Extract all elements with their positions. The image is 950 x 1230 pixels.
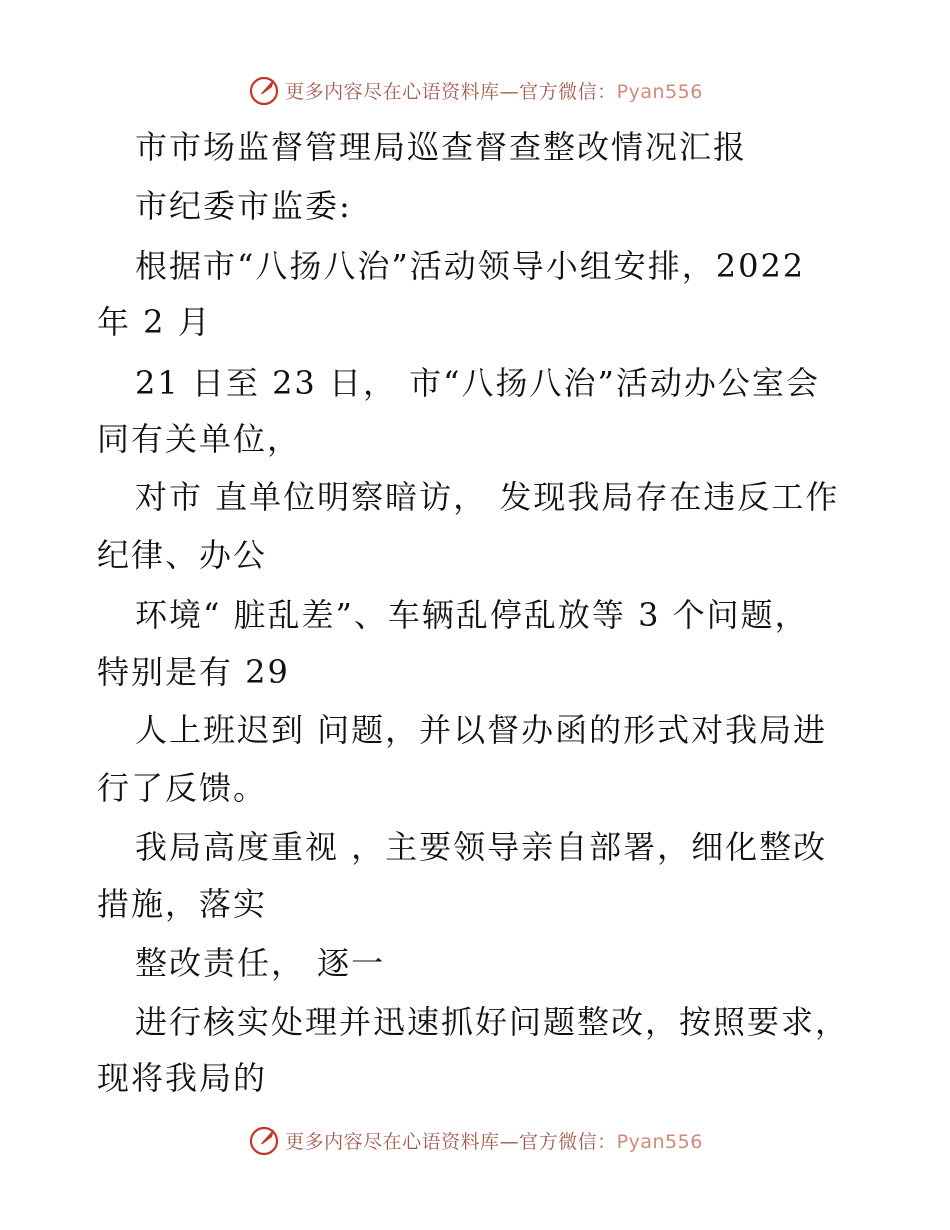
body-line: 纪律、办公 bbox=[97, 536, 268, 574]
watermark-text: 更多内容尽在心语资料库—官方微信：Pyan556 bbox=[285, 80, 703, 103]
body-line: 人上班迟到 问题，并以督办函的形式对我局进 bbox=[135, 711, 828, 749]
body-line: 行了反馈。 bbox=[97, 769, 268, 807]
footer-watermark bbox=[0, 1120, 950, 1160]
salutation: 市纪委市监委: bbox=[135, 187, 352, 225]
watermark-text: 更多内容尽在心语资料库—官方微信：Pyan556 bbox=[285, 1130, 703, 1153]
body-line: 同有关单位， bbox=[97, 420, 302, 458]
watermark-id: Pyan556 bbox=[616, 80, 703, 103]
body-line: 现将我局的 bbox=[97, 1059, 268, 1097]
body-line: 整改责任， 逐一 bbox=[135, 944, 386, 982]
document-title: 市市场监督管理局巡查督查整改情况汇报 bbox=[135, 128, 748, 166]
body-line: 我局高度重视 ，主要领导亲自部署，细化整改 bbox=[135, 828, 828, 866]
body-line: 年 2 月 bbox=[97, 303, 212, 341]
body-line: 措施，落实 bbox=[97, 885, 268, 923]
quill-logo-icon bbox=[247, 1123, 281, 1157]
watermark-id: Pyan556 bbox=[616, 1130, 703, 1153]
body-line: 特别是有 29 bbox=[97, 653, 290, 691]
body-line: 对市 直单位明察暗访， 发现我局存在违反工作 bbox=[135, 478, 840, 516]
body-line: 环境“ 脏乱差”、车辆乱停乱放等 3 个问题， bbox=[135, 596, 809, 634]
body-line: 进行核实处理并迅速抓好问题整改，按照要求， bbox=[135, 1003, 850, 1041]
body-line: 21 日至 23 日， 市“八扬八治”活动办公室会 bbox=[135, 364, 820, 402]
body-line: 根据市“八扬八治”活动领导小组安排，2022 bbox=[135, 247, 806, 285]
